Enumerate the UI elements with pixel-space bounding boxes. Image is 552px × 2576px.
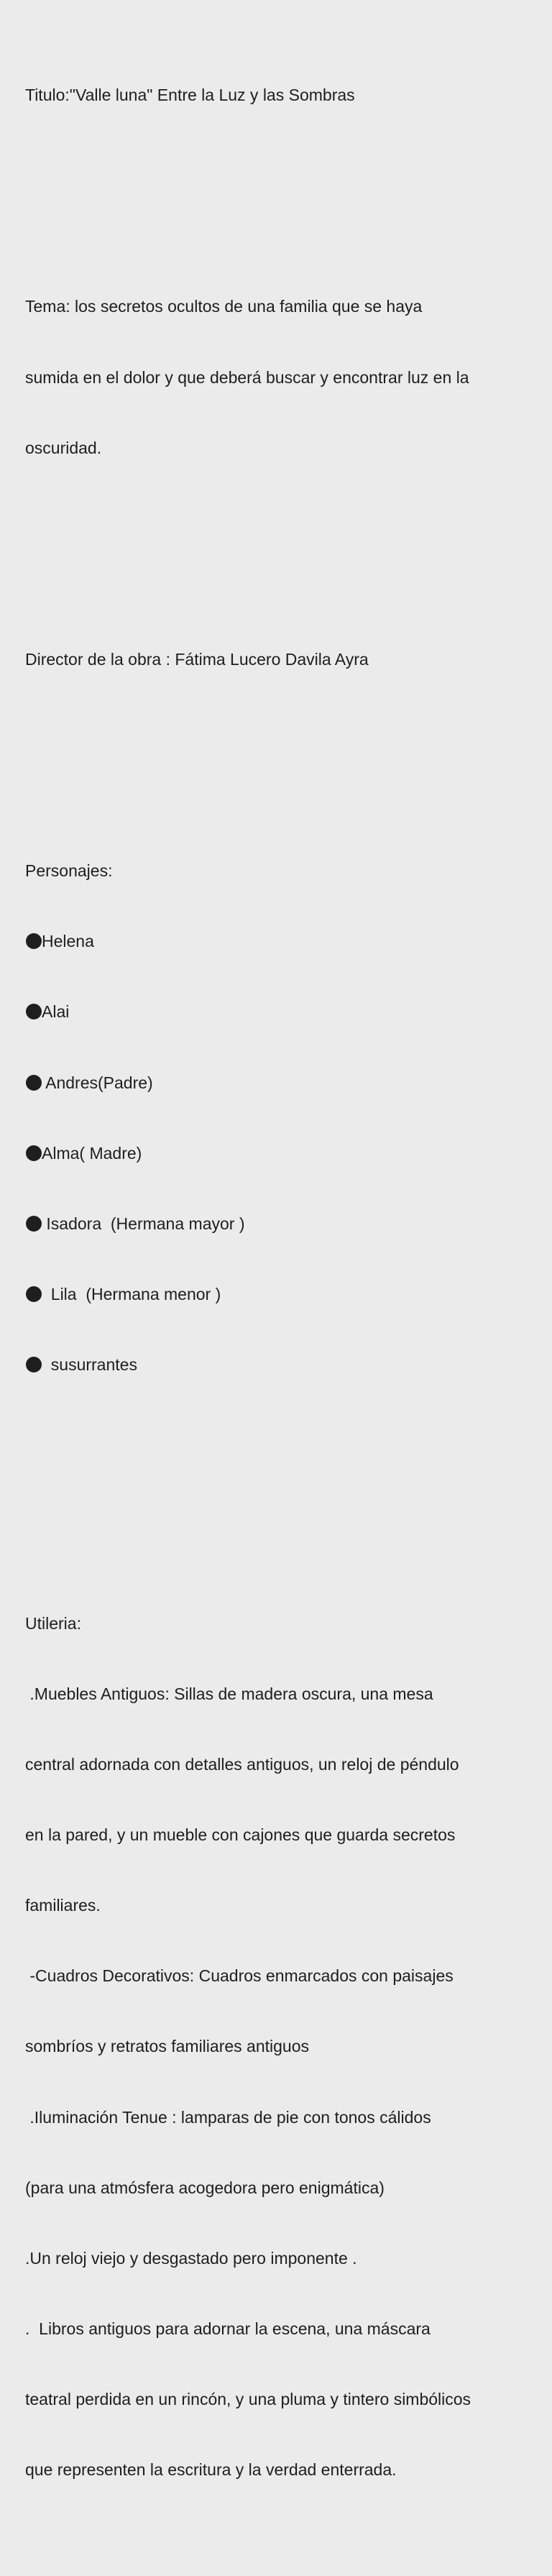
character-list-item xyxy=(25,930,538,953)
character-list-item xyxy=(25,1142,538,1165)
character-list-item xyxy=(25,1212,538,1236)
utileria-line: sombríos y retratos familiares antiguos xyxy=(25,2037,309,2056)
bullet-icon xyxy=(26,933,42,949)
character-list-item xyxy=(25,1000,538,1024)
character-list-item xyxy=(25,1353,538,1377)
utileria-line: central adornada con detalles antiguos, un reloj de péndulo xyxy=(25,1754,459,1774)
character-name: Helena xyxy=(42,932,94,951)
title-line: Titulo:"Valle luna" Entre la Luz y las Sombras xyxy=(25,86,355,105)
spacer xyxy=(25,1471,538,1495)
utileria-line: .Iluminación Tenue : lamparas de pie con tonos cálidos xyxy=(25,2107,431,2127)
utileria-line: .Muebles Antiguos: Sillas de madera oscura, una mesa xyxy=(25,1684,433,1703)
utileria-heading: Utileria: xyxy=(25,1613,81,1633)
character-list-item xyxy=(25,1283,538,1306)
utileria-line: teatral perdida en un rincón, y una pluma y tintero simbólicos xyxy=(25,2389,472,2408)
bullet-icon xyxy=(26,1286,42,1302)
spacer xyxy=(25,718,538,742)
character-name: susurrantes xyxy=(42,1355,137,1375)
bullet-icon xyxy=(26,1145,42,1161)
character-name: Alai xyxy=(42,1002,70,1022)
tema-line: sumida en el dolor y que deberá buscar y encontrar luz en la xyxy=(25,367,469,387)
director-line: Director de la obra : Fátima Lucero Davila Ayra xyxy=(25,649,369,669)
utileria-line: -Cuadros Decorativos: Cuadros enmarcados con paisajes xyxy=(25,1966,454,1986)
spacer xyxy=(25,154,538,178)
tema-line: oscuridad. xyxy=(25,438,102,457)
bullet-icon xyxy=(26,1075,42,1091)
tema-line: Tema: los secretos ocultos de una familia que se haya xyxy=(25,297,423,316)
utileria-line: que representen la escritura y la verdad enterrada. xyxy=(25,2460,397,2480)
spacer xyxy=(25,554,538,577)
character-name: Lila (Hermana menor ) xyxy=(42,1284,221,1303)
utileria-line: . Libros antiguos para adornar la escena, una máscara xyxy=(25,2319,431,2338)
bullet-icon xyxy=(26,1216,42,1232)
utileria-line: en la pared, y un mueble con cajones que guarda secretos xyxy=(25,1825,456,1845)
bullet-icon xyxy=(26,1004,42,1019)
tema-section xyxy=(25,248,538,507)
utileria-line: familiares. xyxy=(25,1896,101,1915)
personajes-section xyxy=(25,812,538,1424)
character-name: Isadora (Hermana mayor ) xyxy=(42,1214,245,1233)
personajes-heading: Personajes: xyxy=(25,861,113,881)
utileria-line: (para una atmósfera acogedora pero enigmática) xyxy=(25,2178,385,2197)
utileria-line: .Un reloj viejo y desgastado pero imponente . xyxy=(25,2248,357,2268)
bullet-icon xyxy=(26,1357,42,1372)
utileria-section xyxy=(25,1564,538,2529)
character-name: Alma( Madre) xyxy=(42,1143,142,1163)
character-name: Andres(Padre) xyxy=(42,1073,153,1092)
character-list-item xyxy=(25,1071,538,1095)
